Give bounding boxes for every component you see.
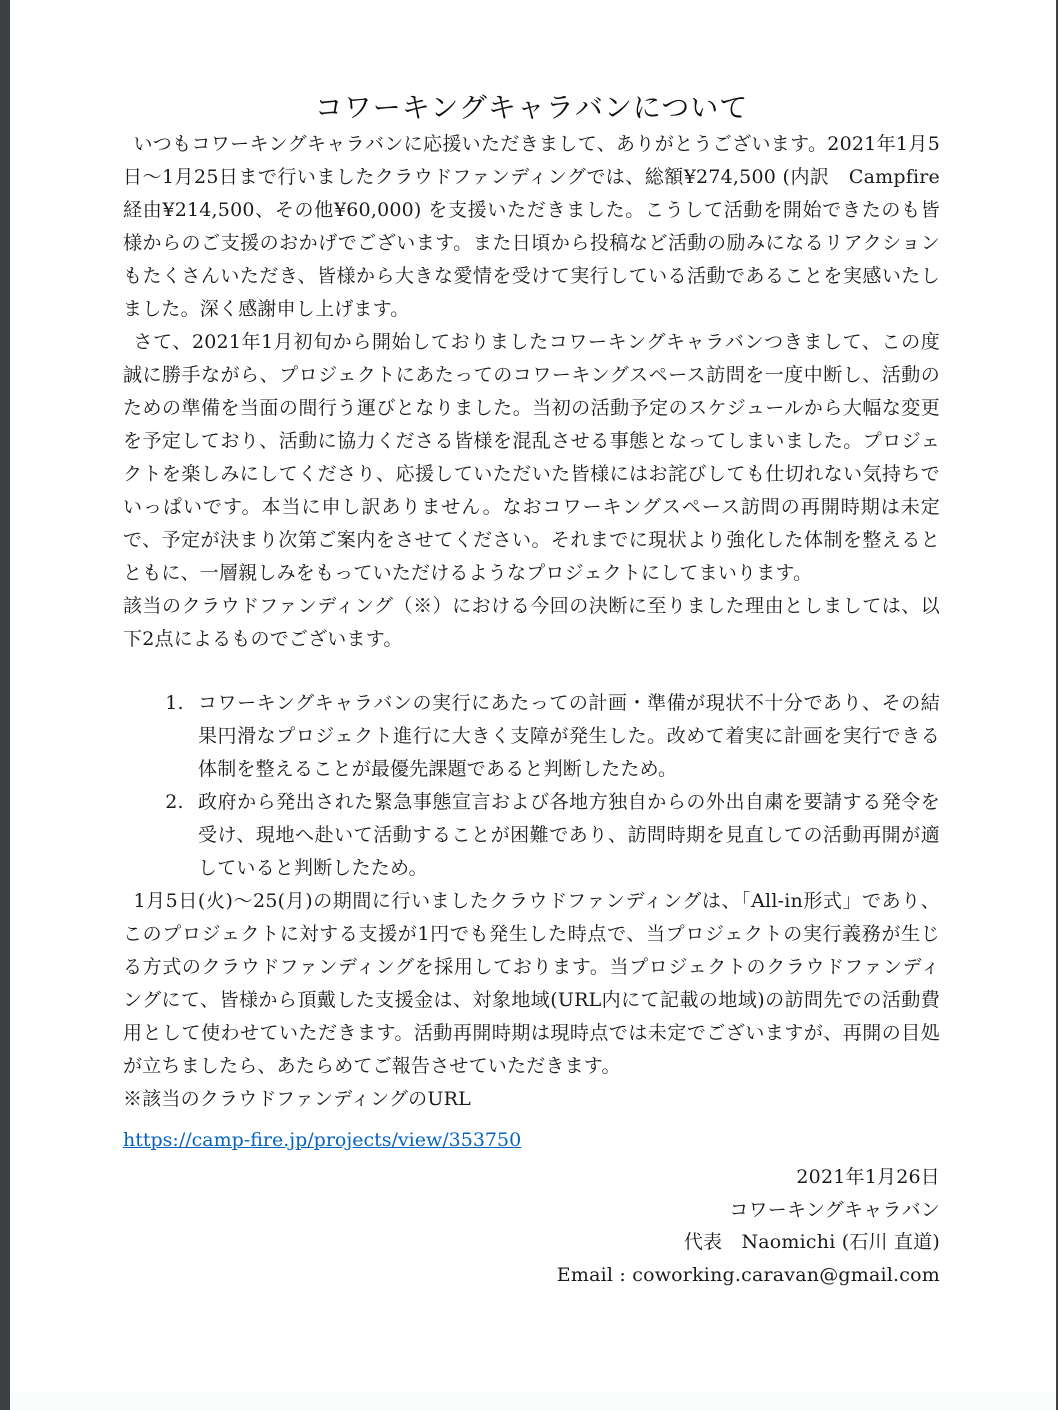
signature-organization: コワーキングキャラバン bbox=[729, 1198, 940, 1221]
paragraph-suspension-announcement: さて、2021年1月初旬から開始しておりましたコワーキングキャラバンつきまして、この度誠に勝手ながら、プロジェクトにあたってのコワーキングスペース訪問を一度中断し、活動のための準備を当面の間行う運びとなりました。当初の活動予定のスケジュールから大幅な変更を予定しており、活動に協力くださる皆様を混乱させる事態となってしまいました。プロジェクトを楽しみにしてくださり、応援していただいた皆様にはお詫びしても仕切れない気持ちでいっぱいです。本当に申し訳ありません。なおコワーキングスペース訪問の再開時期は未定で、予定が決まり次第ご案内をさせてください。それまでに現状より強化した体制を整えるとともに、一層親しみをもっていただけるようなプロジェクトにしてまいります。 bbox=[123, 331, 940, 584]
signature-block bbox=[123, 1161, 940, 1291]
signature-email: Email : coworking.caravan@gmail.com bbox=[556, 1263, 940, 1286]
paragraph-reasons-intro: 該当のクラウドファンディング（※）における今回の決断に至りました理由としましては、以下2点によるものでございます。 bbox=[123, 595, 940, 650]
reason-list bbox=[123, 687, 940, 885]
document-title: コワーキングキャラバンについて bbox=[314, 91, 749, 124]
signature-representative: 代表 Naomichi (石川 直道) bbox=[683, 1231, 940, 1253]
page-right-edge-line bbox=[1056, 0, 1058, 1410]
reason-item-2: 2. 政府から発出された緊急事態宣言および各地方独自からの外出自粛を要請する発令を受け、現地へ赴いて活動することが困難であり、訪問時期を見直しての活動再開が適していると判断したため。 bbox=[190, 786, 940, 885]
reason-item-1: 1. コワーキングキャラバンの実行にあたっての計画・準備が現状不十分であり、その結果円滑なプロジェクト進行に大きく支障が発生した。改めて着実に計画を実行できる体制を整えることが最優先課題であると判断したため。 bbox=[190, 687, 940, 786]
crowdfunding-url-label: ※該当のクラウドファンディングのURL bbox=[123, 1088, 471, 1110]
crowdfunding-link-line bbox=[123, 1124, 940, 1157]
page-left-edge-bar bbox=[0, 0, 10, 1410]
paragraph-thanks: いつもコワーキングキャラバンに応援いただきまして、ありがとうございます。2021年1月5日～1月25日まで行いましたクラウドファンディングでは、総額¥274,500 (内訳 Campfire経由¥214,500、その他¥60,000) を支援いただきました。こうして活動を開始できたのも皆様からのご支援のおかげでございます。また日頃から投稿など活動の励みになるリアクションもたくさんいただき、皆様から大きな愛情を受けて実行している活動であることを実感いたしました。深く感謝申し上げます。 bbox=[123, 133, 940, 320]
signature-date: 2021年1月26日 bbox=[796, 1166, 940, 1188]
crowdfunding-link[interactable]: https://camp-fire.jp/projects/view/353750 bbox=[123, 1129, 522, 1151]
document-content bbox=[123, 0, 940, 1291]
paragraph-crowdfunding-details: 1月5日(火)～25(月)の期間に行いましたクラウドファンディングは、「All-in形式」であり、このプロジェクトに対する支援が1円でも発生した時点で、当プロジェクトの実行義務が生じる方式のクラウドファンディングを採用しております。当プロジェクトのクラウドファンディングにて、皆様から頂戴した支援金は、対象地域(URL内にて記載の地域)の訪問先での活動費用として使わせていただきます。活動再開時期は現時点では未定でございますが、再開の目処が立ちましたら、あたらめてご報告させていただきます。 bbox=[123, 890, 940, 1077]
page-bottom-strip bbox=[10, 1392, 1056, 1410]
